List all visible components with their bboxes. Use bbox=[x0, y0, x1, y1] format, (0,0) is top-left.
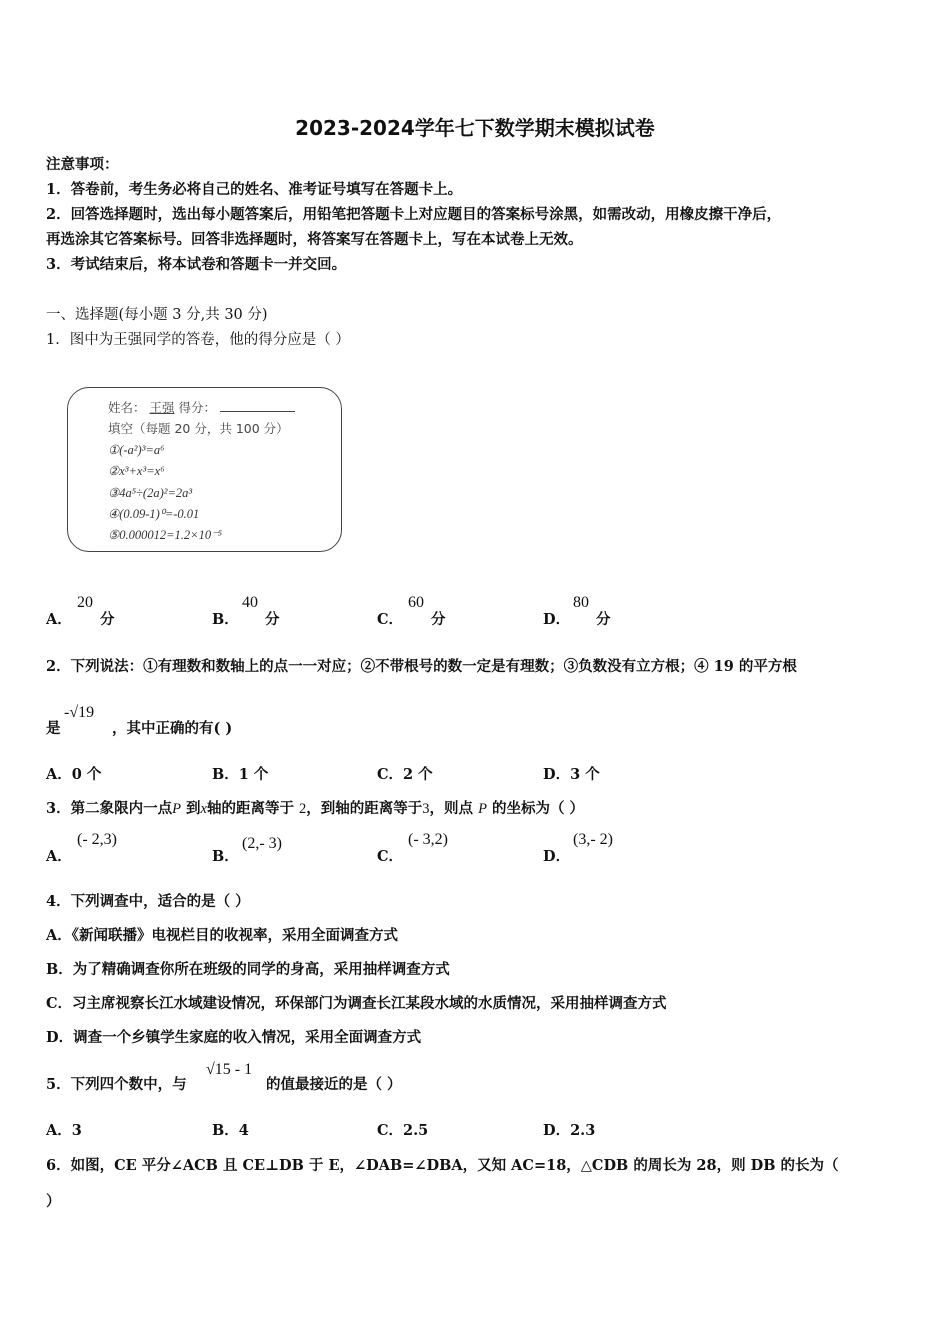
name-label: 姓名： bbox=[108, 400, 146, 415]
q3-var: P bbox=[172, 801, 181, 817]
q2-option-c[interactable]: C．2 个 bbox=[377, 766, 433, 783]
q3-option-a[interactable]: A． bbox=[46, 848, 72, 865]
q1-option-a-unit: 分 bbox=[100, 611, 115, 628]
q1-option-b-unit: 分 bbox=[265, 611, 280, 628]
option-label: C． bbox=[377, 611, 404, 628]
answer-item: ③4a⁵÷(2a)²=2a³ bbox=[108, 486, 193, 500]
answer-sheet-name-row bbox=[108, 398, 295, 416]
answer-item: ②x³+x³=x⁶ bbox=[108, 464, 165, 478]
q5-option-b[interactable]: B．4 bbox=[212, 1122, 249, 1139]
q3-var: x bbox=[200, 801, 207, 817]
q3-text: 轴的距离等于 bbox=[206, 800, 294, 817]
q1-option-d-unit: 分 bbox=[596, 611, 611, 628]
q4-stem: 4．下列调查中，适合的是（ ） bbox=[46, 893, 250, 910]
option-label: B． bbox=[212, 611, 239, 628]
q5-option-d[interactable]: D．2.3 bbox=[543, 1122, 596, 1139]
q2-stem: 2．下列说法：①有理数和数轴上的点一一对应；②不带根号的数一定是有理数；③负数没有立方根；④ 19 的平方根 bbox=[46, 658, 797, 675]
q3-num: 3 bbox=[422, 801, 430, 817]
answer-item: ⑤0.000012=1.2×10⁻⁵ bbox=[108, 528, 223, 542]
q2-math: -√19 bbox=[64, 704, 95, 721]
q3-text: 的坐标为（ ） bbox=[492, 800, 585, 817]
q4-option-c[interactable]: C．习主席视察长江水域建设情况，环保部门为调查长江某段水域的水质情况，采用抽样调查方式 bbox=[46, 995, 667, 1012]
q4-option-b[interactable]: B．为了精确调查你所在班级的同学的身高，采用抽样调查方式 bbox=[46, 961, 450, 978]
q3-option-d-value: (3,- 2) bbox=[573, 831, 613, 848]
q1-option-c-value: 60 bbox=[408, 594, 424, 611]
q3-option-b[interactable]: B． bbox=[212, 848, 239, 865]
q5-option-a[interactable]: A．3 bbox=[46, 1122, 82, 1139]
student-name: 王强 bbox=[149, 400, 175, 415]
q2-option-b[interactable]: B．1 个 bbox=[212, 766, 269, 783]
notice-item: 1．答卷前，考生务必将自己的姓名、准考证号填写在答题卡上。 bbox=[46, 181, 463, 198]
notice-item: 再选涂其它答案标号。回答非选择题时，将答案写在答题卡上，写在本试卷上无效。 bbox=[46, 231, 583, 248]
q1-option-a[interactable] bbox=[46, 608, 72, 629]
q1-option-b-value: 40 bbox=[242, 594, 258, 611]
q5-option-c[interactable]: C．2.5 bbox=[377, 1122, 429, 1139]
notice-item: 3．考试结束后，将本试卷和答题卡一并交回。 bbox=[46, 256, 347, 273]
q1-option-c-unit: 分 bbox=[431, 611, 446, 628]
q4-option-d[interactable]: D．调查一个乡镇学生家庭的收入情况，采用全面调查方式 bbox=[46, 1029, 422, 1046]
q1-option-d-value: 80 bbox=[573, 594, 589, 611]
q1-stem: 1．图中为王强同学的答卷，他的得分应是（ ） bbox=[46, 332, 350, 348]
q2-option-d[interactable]: D．3 个 bbox=[543, 766, 600, 783]
q4-option-a[interactable]: A．《新闻联播》电视栏目的收视率，采用全面调查方式 bbox=[46, 927, 398, 944]
q3-text: 到 bbox=[186, 800, 201, 817]
notice-heading: 注意事项： bbox=[46, 156, 119, 173]
q1-option-c[interactable] bbox=[377, 608, 403, 629]
q3-option-c[interactable]: C． bbox=[377, 848, 404, 865]
option-label: D． bbox=[543, 611, 571, 628]
q5-math: √15 - 1 bbox=[206, 1061, 253, 1078]
q2-text: 是 bbox=[46, 720, 61, 737]
section-heading: 一、选择题(每小题 3 分,共 30 分) bbox=[46, 307, 268, 323]
q3-option-c-value: (- 3,2) bbox=[408, 831, 448, 848]
q6-stem-cont: ） bbox=[46, 1193, 61, 1210]
q3-num: 2 bbox=[299, 801, 307, 817]
q3-var: P bbox=[478, 801, 487, 817]
notice-item: 2．回答选择题时，选出每小题答案后，用铅笔把答题卡上对应题目的答案标号涂黑，如需改动，用橡皮擦干净后， bbox=[46, 206, 782, 223]
answer-item: ①(-a²)³=a⁶ bbox=[108, 443, 165, 457]
q6-stem: 6．如图，CE 平分∠ACB 且 CE⊥DB 于 E，∠DAB=∠DBA，又知 AC=18，△CDB 的周长为 28，则 DB 的长为（ bbox=[46, 1157, 839, 1174]
q3-option-a-value: (- 2,3) bbox=[77, 831, 117, 848]
q2-option-a[interactable]: A．0 个 bbox=[46, 766, 102, 783]
q2-stem-cont bbox=[46, 717, 61, 738]
q3-stem bbox=[46, 797, 584, 818]
q3-text: 3．第二象限内一点 bbox=[46, 800, 173, 817]
answer-item: ④(0.09-1)⁰=-0.01 bbox=[108, 507, 200, 521]
answer-sheet-image bbox=[67, 387, 342, 552]
option-label: A． bbox=[46, 611, 72, 628]
q1-option-b[interactable] bbox=[212, 608, 239, 629]
q3-option-d[interactable]: D． bbox=[543, 848, 571, 865]
page-title: 2023-2024学年七下数学期末模拟试卷 bbox=[295, 116, 655, 140]
q3-option-b-value: (2,- 3) bbox=[242, 835, 282, 852]
q1-option-d[interactable] bbox=[543, 608, 570, 629]
q5-stem-pre: 5．下列四个数中，与 bbox=[46, 1076, 187, 1093]
score-label: 得分： bbox=[178, 400, 217, 415]
q3-text: ，则点 bbox=[429, 800, 474, 817]
q1-option-a-value: 20 bbox=[77, 594, 93, 611]
answer-sheet-subtitle: 填空（每题 20 分，共 100 分） bbox=[108, 421, 289, 436]
q2-stem-post: ，其中正确的有( ) bbox=[112, 720, 233, 737]
score-blank bbox=[220, 411, 295, 412]
q5-stem-post: 的值最接近的是（ ） bbox=[266, 1076, 402, 1093]
q3-text: ，到轴的距离等于 bbox=[306, 800, 423, 817]
